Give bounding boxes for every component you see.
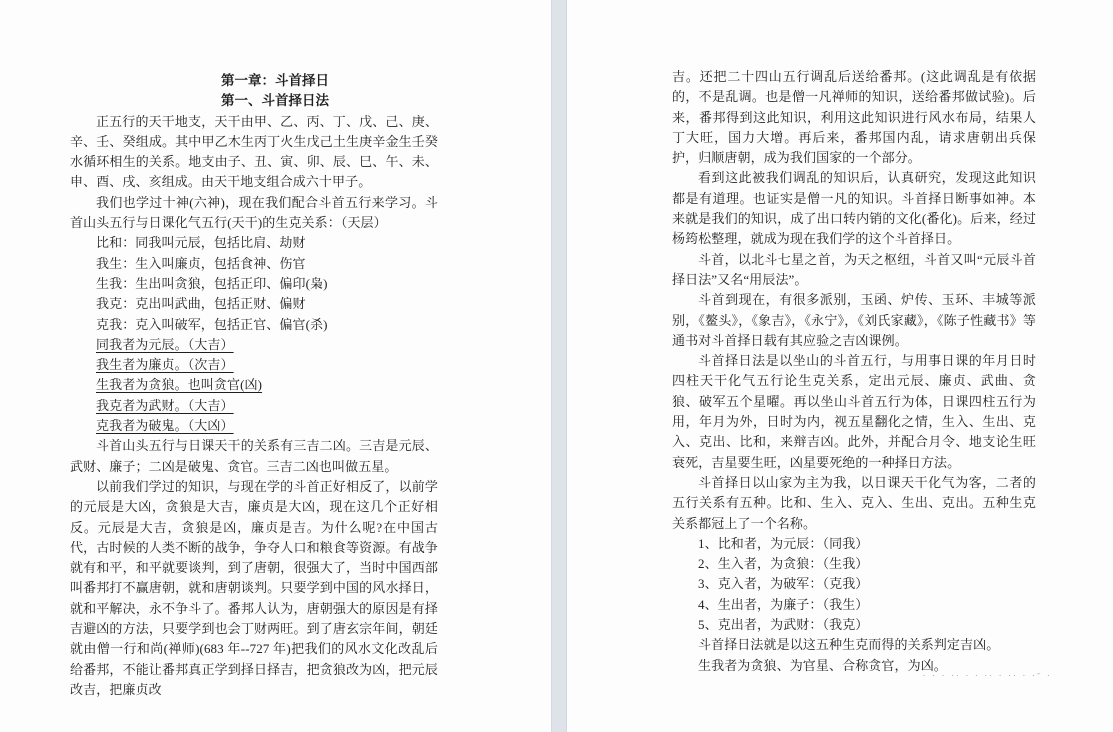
page-left-text-block: [70, 71, 438, 700]
relation-line: 比和：同我叫元辰，包括比肩、劫财: [96, 235, 306, 251]
list-item: 1、比和者，为元辰：（同我）: [698, 535, 869, 551]
paragraph: 斗首到现在，有很多派别，玉函、炉传、玉环、丰城等派别，《鳌头》，《象吉》，《永宁》，《刘氏家藏》，《陈子性藏书》等通书对斗首择日载有其应验之吉凶课例。: [672, 292, 1036, 348]
paragraph: 生我者为贪狼、为官星、合称贪官，为凶。: [698, 657, 947, 673]
page-left: [0, 0, 551, 732]
right-page-body: [672, 67, 1036, 676]
paragraph: 吉。还把二十四山五行调乱后送给番邦。(这此调乱是有依据的，不是乱调。也是僧一凡禅师的知识，送给番邦做试验)。后来，番邦得到这此知识，利用这此知识进行风水布局，结果人丁大旺，国力大增。再后来，番邦国内乱，请求唐朝出兵保护，归顺唐朝，成为我们国家的一个部分。: [672, 69, 1036, 166]
list-item: 5、克出者，为武财：（我克）: [698, 617, 869, 633]
paragraph: 以前我们学过的知识，与现在学的斗首正好相反了，以前学的元辰是大凶，贪狼是大吉，廉贞是大凶，现在这几个正好相反。元辰是大吉，贪狼是凶，廉贞是吉。为什么呢?在中国古代，古时候的人类不断的战争，争夺人口和粮食等资源。有战争就有和平，和平就要谈判，到了唐朝，很强大了，当时中国西部叫番邦打不赢唐朝，就和唐朝谈判。只要学到中国的风水择日，就和平解决，永不争斗了。番邦人认为，唐朝强大的原因是有择吉避凶的方法，只要学到也会丁财两旺。到了唐玄宗年间，朝廷就由僧一行和尚(禅师)(683 年--727 年)把我们的风水文化改乱后给番邦，不能让番邦真正学到择日择吉，把贪狼改为凶，把元辰改吉，把廉贞改: [70, 478, 438, 697]
relation-line: 克我：克入叫破军，包括正官、偏官(杀): [96, 316, 328, 332]
scan-artifact-dots: . . . .. . . .. . .. . .- .: [923, 668, 1052, 678]
underlined-rule-line: 同我者为元辰。（大吉）: [96, 336, 234, 352]
paragraph: 斗首择日法是以坐山的斗首五行，与用事日课的年月日时四柱天干化气五行论生克关系，定出元辰、廉贞、武曲、贪狼、破军五个星曜。再以坐山斗首五行为体，日课四柱五行为用，年月为外，日时为内，视五星翻化之情，生入、生出、克入、克出、比和，来辩吉凶。此外，并配合月令、地支论生旺衰死，吉星要生旺，凶星要死绝的一种择日方法。: [672, 353, 1036, 470]
page-right: [567, 0, 1113, 732]
page-right-text-block: [672, 67, 1036, 676]
underlined-rule-line: 我克者为武财。（大吉）: [96, 397, 234, 413]
paragraph: 斗首山头五行与日课天干的关系有三吉二凶。三吉是元辰、武财、廉子；二凶是破鬼、贪官。三吉二凶也叫做五星。: [70, 438, 438, 474]
paragraph: 看到这此被我们调乱的知识后，认真研究，发现这此知识都是有道理。也证实是僧一凡的知识。斗首择日断事如神。本来就是我们的知识，成了出口转内销的文化(番化)。后来，经过杨筠松整理，就成为现在我们学的这个斗首择日。: [672, 170, 1036, 247]
relation-line: 我克：克出叫武曲，包括正财、偏财: [96, 296, 306, 312]
left-page-body: [70, 112, 438, 701]
paragraph: 我们也学过十神(六神)，现在我们配合斗首五行来学习。斗首山头五行与日课化气五行(天干)的生克关系：（天层）: [70, 194, 438, 231]
chapter-title: 第一章：斗首择日: [221, 73, 329, 88]
underlined-rule-line: 生我者为贪狼。也叫贪官(凶): [96, 377, 263, 393]
list-item: 3、克入者，为破军：（克我）: [698, 576, 869, 592]
underlined-rule-line: 克我者为破鬼。（大凶）: [96, 418, 234, 434]
underlined-rule-line: 我生者为廉贞。（次吉）: [96, 357, 234, 373]
relation-line: 生我：生出叫贪狼，包括正印、偏印(枭): [96, 275, 328, 291]
paragraph: 正五行的天干地支，天干由甲、乙、丙、丁、戊、己、庚、辛、壬、癸组成。其中甲乙木生丙丁火生戊己土生庚辛金生壬癸水循环相生的关系。地支由子、丑、寅、卯、辰、巳、午、未、申、酉、戌、亥组成。由天干地支组合成六十甲子。: [70, 113, 438, 190]
paragraph: 斗首，以北斗七星之首，为天之枢纽，斗首又叫“元辰斗首择日法”又名“用辰法”。: [672, 251, 1036, 287]
list-item: 4、生出者，为廉子：（我生）: [698, 596, 869, 612]
section-title: 第一、斗首择日法: [221, 93, 329, 109]
list-item: 2、生入者，为贪狼：（生我）: [698, 556, 869, 572]
relation-line: 我生：生入叫廉贞，包括食神、伤官: [96, 255, 306, 271]
paragraph: 斗首择日法就是以这五种生克而得的关系判定吉凶。: [698, 637, 1000, 653]
page-gutter: [551, 0, 567, 732]
paragraph: 斗首择日以山家为主为我，以日课天干化气为客，二者的五行关系有五种。比和、生入、克入、生出、克出。五种生克关系都冠上了一个名称。: [672, 474, 1036, 531]
chapter-heading-group: [70, 71, 438, 112]
